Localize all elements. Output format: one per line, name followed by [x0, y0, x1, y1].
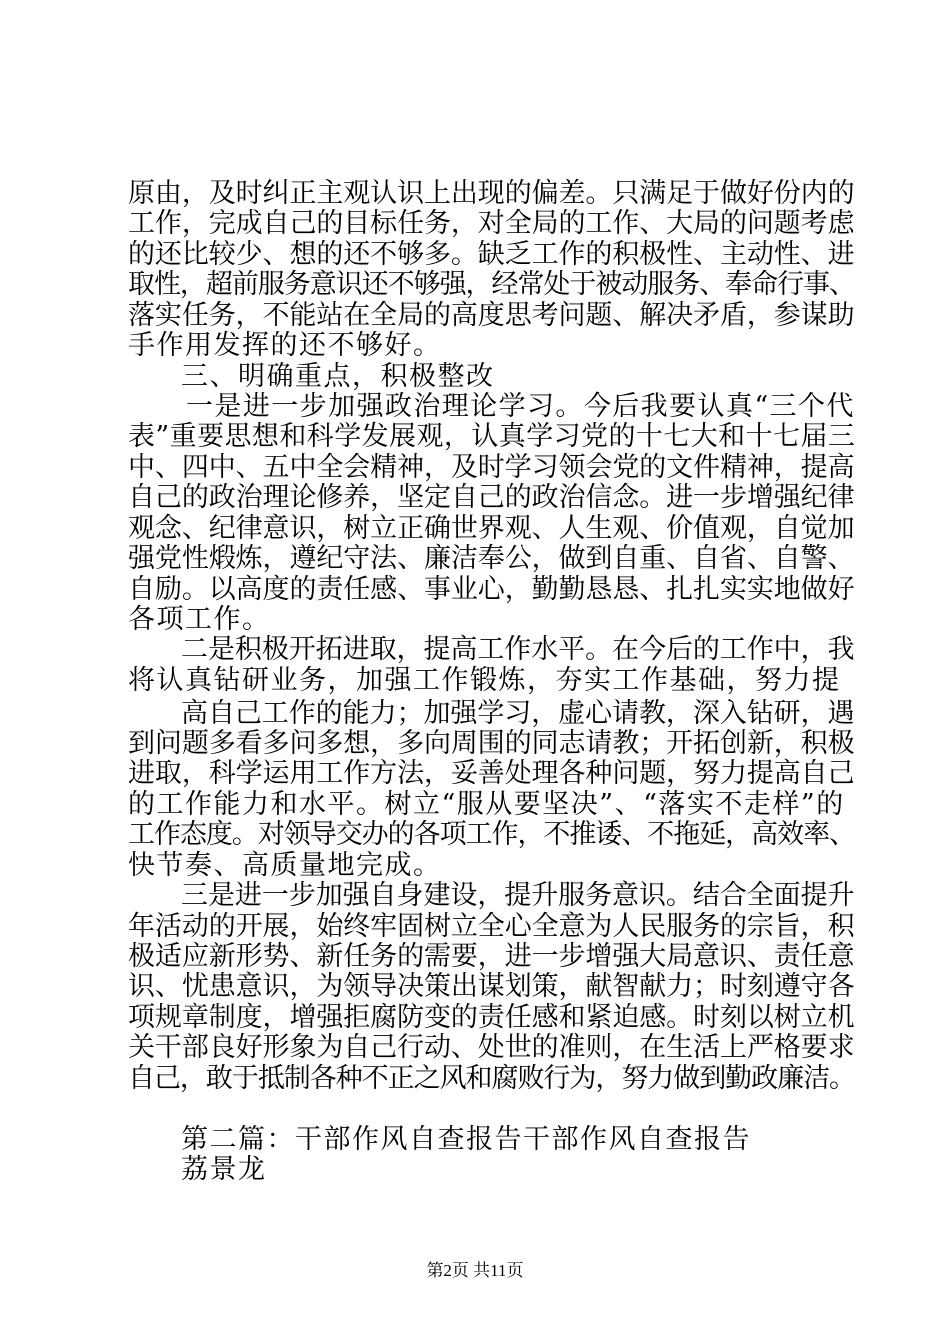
body-text-line: 自己，敢于抵制各种不正之风和腐败行为，努力做到勤政廉洁。 [128, 1063, 855, 1094]
chapter-title: 第二篇：干部作风自查报告干部作风自查报告 [181, 1124, 751, 1155]
body-text-line: 识、忧患意识，为领导决策出谋划策，献智献力；时刻遵守各 [128, 971, 855, 1002]
body-text-line: 到问题多看多问多想，多向周围的同志请教；开拓创新，积极 [128, 728, 855, 759]
body-text-line: 观念、纪律意识，树立正确世界观、人生观、价值观，自觉加 [128, 513, 855, 544]
body-text-line: 工作态度。对领导交办的各项工作，不推诿、不拖延，高效率、 [128, 819, 855, 850]
body-text-line: 一是进一步加强政治理论学习。今后我要认真“三个代 [186, 391, 855, 422]
page-number-footer: 第2页 共11页 [426, 1261, 524, 1280]
body-text-line: 年活动的开展，始终牢固树立全心全意为人民服务的宗旨，积 [128, 911, 855, 942]
body-text-line: 的还比较少、想的还不够多。缺乏工作的积极性、主动性、进 [128, 239, 855, 270]
author-name: 荔景龙 [181, 1154, 267, 1185]
body-text-line: 落实任务，不能站在全局的高度思考问题、解决矛盾，参谋助 [128, 300, 855, 331]
body-text-line: 原由，及时纠正主观认识上出现的偏差。只满足于做好份内的 [128, 178, 855, 209]
body-text-line: 自己的政治理论修养，坚定自己的政治信念。进一步增强纪律 [128, 482, 855, 513]
body-text-line: 取性，超前服务意识还不够强，经常处于被动服务、奉命行事、 [128, 269, 855, 300]
body-text-line: 各项工作。 [128, 604, 271, 635]
body-text-line: 二是积极开拓进取，提高工作水平。在今后的工作中，我 [181, 634, 855, 665]
body-text-line: 手作用发挥的还不够好。 [128, 330, 442, 361]
body-text-line: 表”重要思想和科学发展观，认真学习党的十七大和十七届三 [128, 421, 856, 452]
body-text-line: 三是进一步加强自身建设，提升服务意识。结合全面提升 [181, 880, 855, 911]
body-text-line: 高自己工作的能力；加强学习，虚心请教，深入钻研，遇 [181, 698, 855, 729]
body-text-line: 关干部良好形象为自己行动、处世的准则，在生活上严格要求 [128, 1032, 855, 1063]
body-text-line: 将认真钻研业务，加强工作锻炼，夯实工作基础，努力提 [128, 665, 841, 696]
body-text-line: 进取，科学运用工作方法，妥善处理各种问题，努力提高自己 [128, 758, 855, 789]
body-text-line: 中、四中、五中全会精神，及时学习领会党的文件精神，提高 [128, 452, 855, 483]
body-text-line: 自励。以高度的责任感、事业心，勤勤恳恳、扎扎实实地做好 [128, 574, 855, 605]
body-text-line: 极适应新形势、新任务的需要，进一步增强大局意识、责任意 [128, 941, 855, 972]
body-text-line: 强党性煅炼，遵纪守法、廉洁奉公，做到自重、自省、自警、 [128, 543, 855, 574]
body-text-line: 的工作能力和水平。树立“服从要坚决”、“落实不走样”的 [128, 789, 845, 820]
section-heading: 三、明确重点，积极整改 [181, 361, 495, 392]
body-text-line: 工作，完成自己的目标任务，对全局的工作、大局的问题考虑 [128, 208, 855, 239]
body-text-line: 项规章制度，增强拒腐防变的责任感和紧迫感。时刻以树立机 [128, 1002, 855, 1033]
body-text-line: 快节奏、高质量地完成。 [128, 850, 442, 881]
